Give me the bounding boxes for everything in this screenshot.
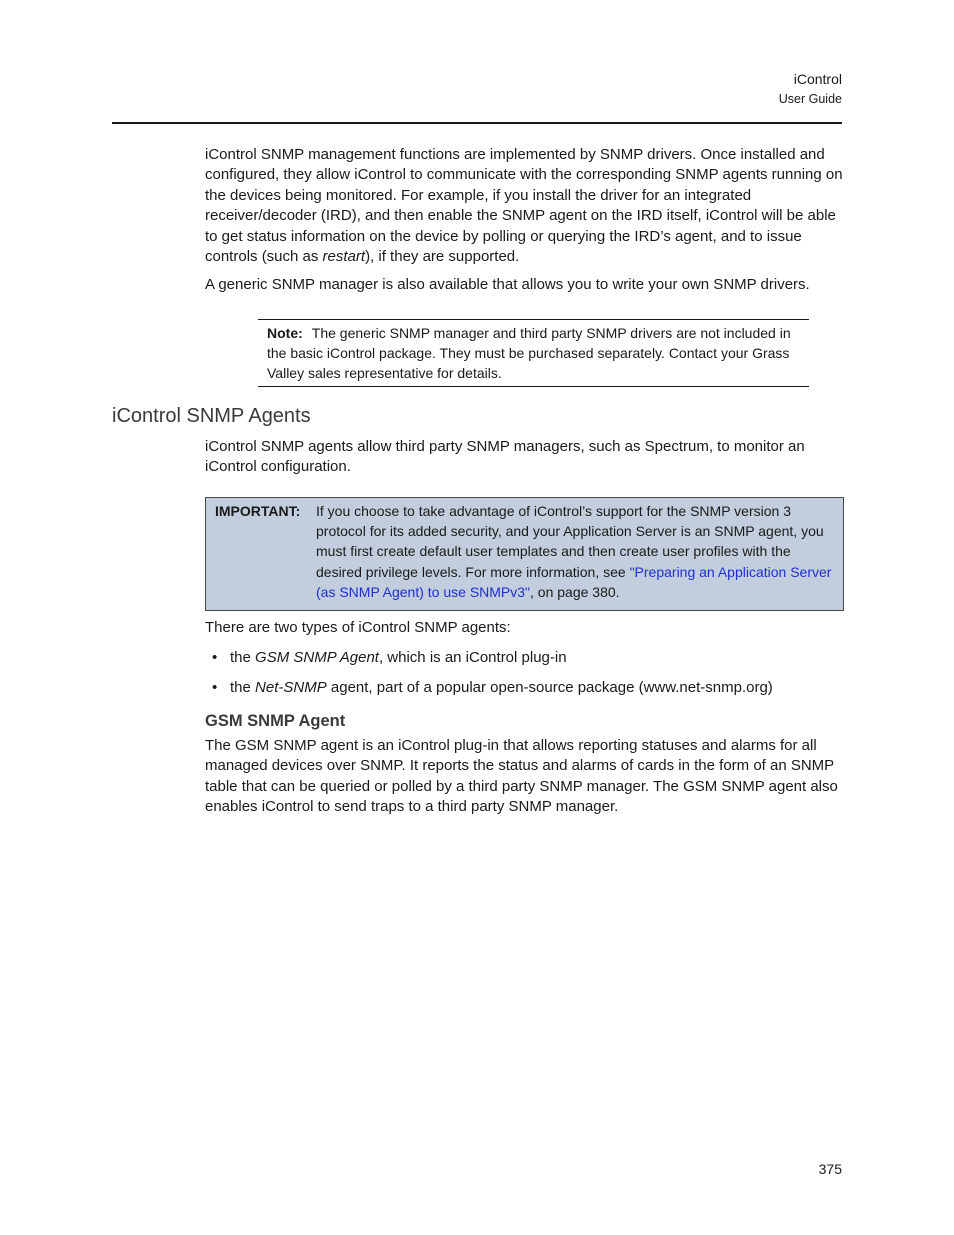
- important-content: [316, 501, 838, 602]
- list-item-italic: Net-SNMP: [255, 679, 327, 696]
- intro-paragraph-1-italic: restart: [322, 248, 366, 266]
- bullet-icon: •: [212, 649, 218, 666]
- note-text: The generic SNMP manager and third party SNMP drivers are not included in the basic iControl package. They must be purchased separately. Contact your Grass Valley sales representative for details.: [267, 325, 791, 382]
- important-box: [205, 497, 844, 611]
- list-item: [230, 648, 840, 668]
- intro-paragraph-1-text: iControl SNMP management functions are implemented by SNMP drivers. Once installed and configured, they allow iControl to communicate with the corresponding SNMP agents running on the devices being monitored. For example, if you install the driver for an integrated receiver/decoder (IRD), and then enable the SNMP agent on the IRD itself, iControl will be able to get status information on the device by polling or querying the IRD’s agent, and to issue controls (such as: [205, 146, 843, 266]
- list-item-suffix: , which is an iControl plug-in: [378, 649, 567, 666]
- list-item-suffix: agent, part of a popular open-source package (www.net-snmp.org): [326, 679, 773, 696]
- note-label: Note:: [267, 325, 303, 341]
- important-label: IMPORTANT:: [215, 503, 301, 519]
- bullet-icon: •: [212, 679, 218, 696]
- intro-paragraph-1-tail: ), if they are supported.: [365, 248, 520, 266]
- intro-paragraph-2: A generic SNMP manager is also available that allows you to write your own SNMP drivers.: [205, 276, 810, 293]
- header-subtitle: User Guide: [778, 92, 842, 106]
- list-item-italic: GSM SNMP Agent: [255, 649, 379, 666]
- intro-paragraph-1: [205, 145, 845, 267]
- header-divider: [112, 122, 842, 124]
- subsection-paragraph: The GSM SNMP agent is an iControl plug-in that allows reporting statuses and alarms for all managed devices over SNMP. It reports the status and alarms of cards in the form of an SNMP table that can be queried or polled by a third party SNMP manager. The GSM SNMP agent also enables iControl to send traps to a third party SNMP manager.: [205, 737, 838, 816]
- note-box: [258, 319, 809, 387]
- important-text-tail: , on page 380.: [530, 583, 620, 600]
- subsection-title: GSM SNMP Agent: [205, 712, 346, 730]
- page-number: 375: [818, 1161, 842, 1177]
- note-content: [267, 323, 812, 384]
- section-title: iControl SNMP Agents: [112, 405, 311, 427]
- list-item: [230, 678, 840, 698]
- cross-reference-link[interactable]: "Preparing an Application Server (as SNMP Agent) to use SNMPv3": [316, 563, 832, 600]
- list-item-prefix: the: [230, 679, 256, 696]
- header-title: iControl: [793, 71, 842, 87]
- types-intro: There are two types of iControl SNMP agents:: [205, 619, 511, 636]
- list-item-prefix: the: [230, 649, 256, 666]
- important-text: If you choose to take advantage of iControl’s support for the SNMP version 3 protocol for its added security, and your Application Server is an SNMP agent, you must first create default user templates and then create user profiles with the desired privilege levels. For more information, see: [316, 503, 824, 580]
- section-intro: iControl SNMP agents allow third party SNMP managers, such as Spectrum, to monitor an iControl configuration.: [205, 438, 805, 476]
